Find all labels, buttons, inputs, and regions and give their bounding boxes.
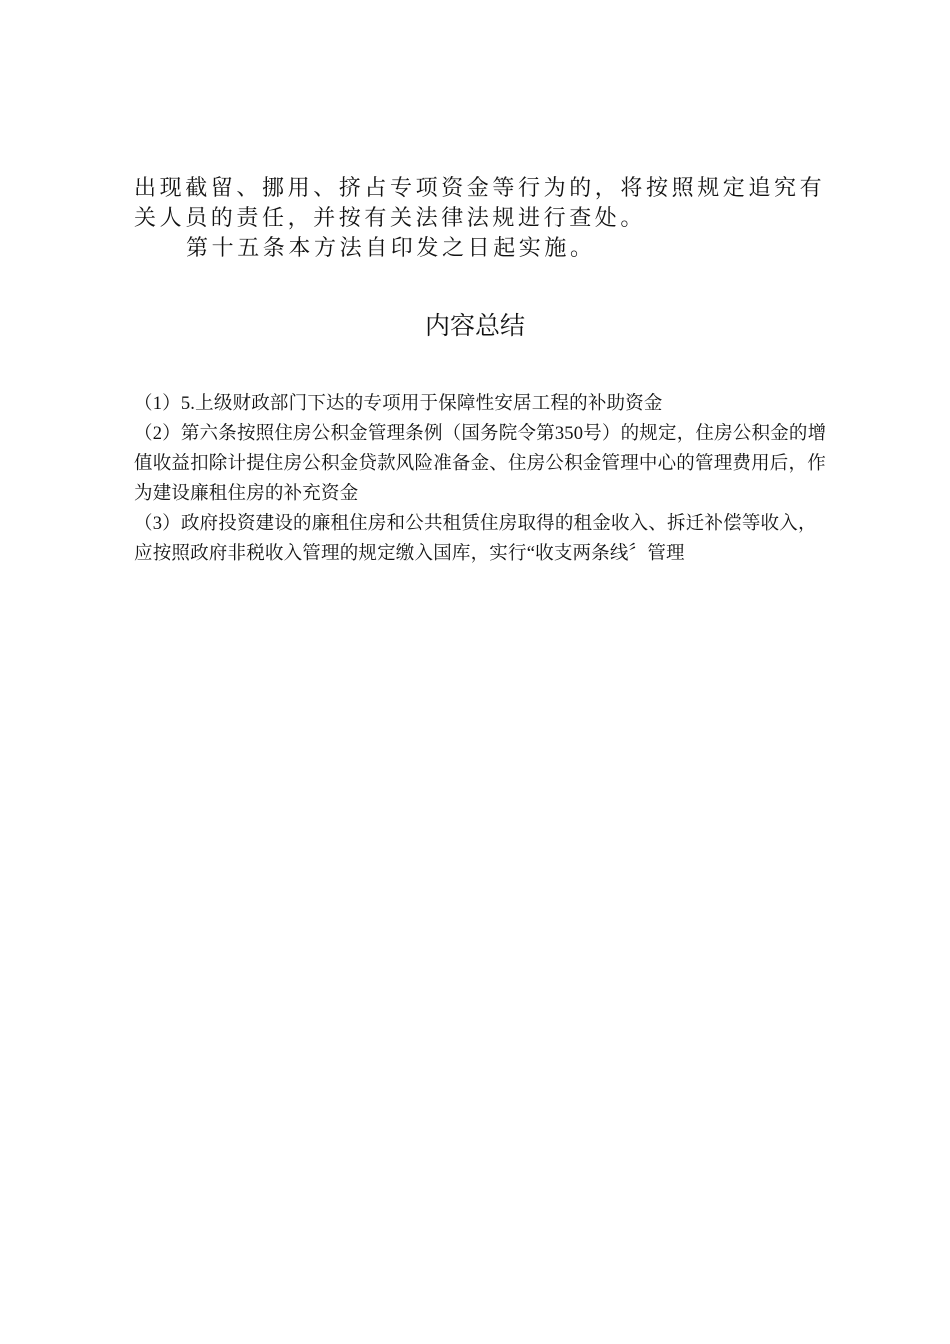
summary-item-1: （1）5.上级财政部门下达的专项用于保障性安居工程的补助资金 bbox=[134, 394, 663, 414]
document-body bbox=[134, 174, 834, 264]
summary-item-2: （2）第六条按照住房公积金管理条例（国务院令第350号）的规定，住房公积金的增值收益扣除计提住房公积金贷款风险准备金、住房公积金管理中心的管理费用后，作为建设廉租住房的补充资金 bbox=[134, 424, 827, 504]
summary-title: 内容总结 bbox=[424, 311, 525, 340]
summary-list bbox=[134, 389, 828, 569]
summary-item-3: （3）政府投资建设的廉租住房和公共租赁住房取得的租金收入、拆迁补偿等收入，应按照政府非税收入管理的规定缴入国库，实行“收支两条线〞管理 bbox=[134, 514, 817, 564]
body-paragraph: 出现截留、挪用、挤占专项资金等行为的，将按照规定追究有关人员的责任，并按有关法律法规进行查处。 bbox=[134, 176, 826, 231]
body-paragraph-article-15: 第十五条本方法自印发之日起实施。 bbox=[186, 236, 596, 261]
